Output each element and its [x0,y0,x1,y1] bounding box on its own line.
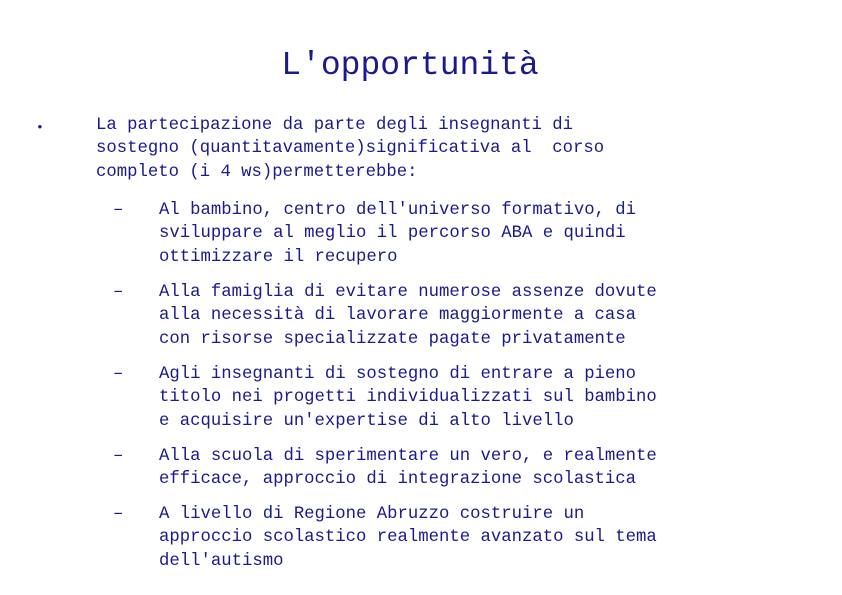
slide-title: L'opportunità [281,47,539,84]
dash-marker: – [113,365,124,384]
intro-paragraph [96,114,796,184]
list-item-line: ottimizzare il recupero [159,247,398,267]
list-item-famiglia [159,281,839,351]
list-item-regione [159,503,839,573]
list-item-scuola [159,445,839,492]
intro-line: La partecipazione da parte degli insegnanti di [96,116,574,135]
intro-line: sostegno (quantitavamente)significativa al corso [96,139,605,159]
list-item-line: con risorse specializzate pagate privatamente [159,329,626,349]
dash-marker: – [113,201,124,220]
list-item-line: titolo nei progetti individualizzati sul bambino [159,388,657,408]
intro-line: completo (i 4 ws)permetterebbe: [96,162,418,182]
list-item-line: Alla scuola di sperimentare un vero, e realmente [159,447,657,466]
list-item-bambino [159,199,839,269]
list-item-insegnanti [159,363,839,433]
list-item-line: Alla famiglia di evitare numerose assenze dovute [159,283,657,302]
list-item-line: Agli insegnanti di sostegno di entrare a pieno [159,365,637,384]
dash-marker: – [113,283,124,302]
list-item-line: A livello di Regione Abruzzo costruire un [159,505,585,524]
list-item-line: alla necessità di lavorare maggiormente a casa [159,306,637,326]
bullet-marker: • [36,120,44,135]
list-item-line: sviluppare al meglio il percorso ABA e quindi [159,224,626,244]
list-item-line: efficace, approccio di integrazione scolastica [159,470,637,490]
list-item-line: e acquisire un'expertise di alto livello [159,411,574,431]
dash-marker: – [113,505,124,524]
list-item-line: dell'autismo [159,551,284,571]
dash-marker: – [113,447,124,466]
list-item-line: Al bambino, centro dell'universo formativo, di [159,201,637,220]
list-item-line: approccio scolastico realmente avanzato sul tema [159,528,657,548]
